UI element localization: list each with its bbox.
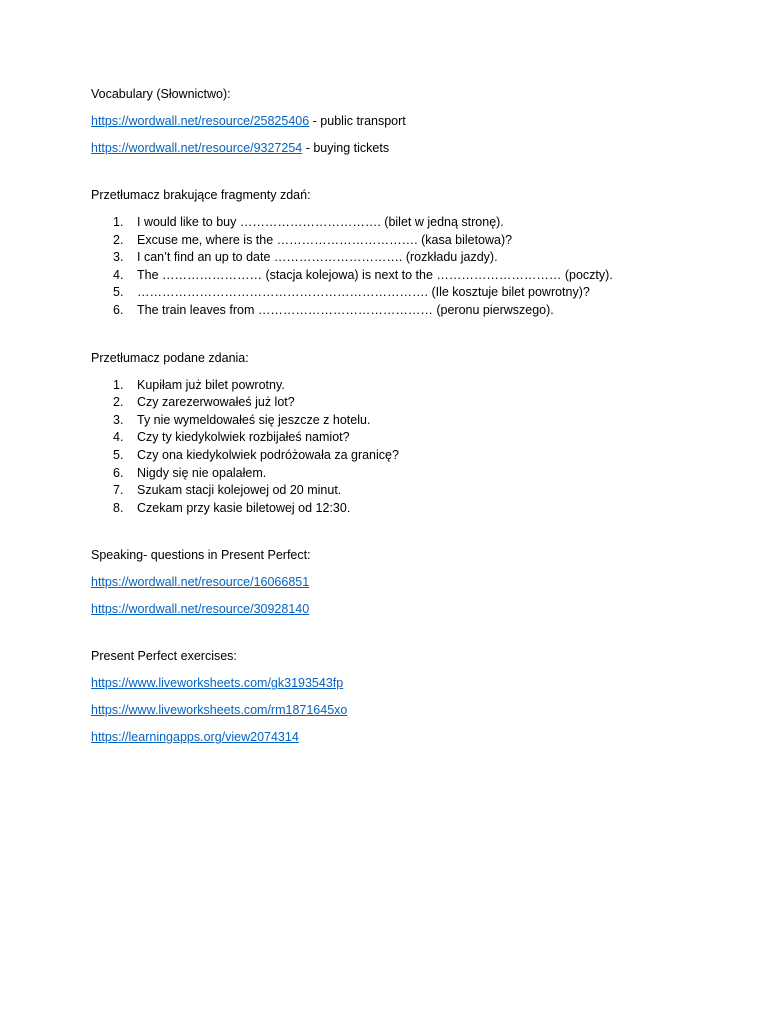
list-item — [91, 429, 711, 447]
list-item-text: Czekam przy kasie biletowej od 12:30. — [137, 500, 351, 515]
list-item — [91, 394, 711, 412]
exercises-link-row — [91, 729, 711, 746]
list-item — [91, 447, 711, 465]
list-item-text: I would like to buy ……………………………. (bilet w jedną stronę). — [137, 215, 504, 229]
list-number: 1. — [113, 377, 124, 392]
list-item — [91, 482, 711, 500]
list-item — [91, 500, 711, 518]
exercise-link[interactable]: https://learningapps.org/view2074314 — [91, 730, 299, 745]
speaking-link[interactable]: https://wordwall.net/resource/30928140 — [91, 602, 310, 617]
list-number: 2. — [113, 232, 124, 247]
translate-sentences-list — [91, 377, 711, 518]
translate-fragments-heading: Przetłumacz brakujące fragmenty zdań: — [91, 188, 311, 202]
list-item — [91, 214, 711, 232]
list-number: 3. — [113, 412, 124, 427]
document-page — [91, 86, 711, 756]
list-number: 1. — [113, 215, 124, 229]
exercises-heading: Present Perfect exercises: — [91, 649, 237, 664]
vocabulary-link-description: - public transport — [309, 114, 406, 128]
list-item — [91, 267, 711, 285]
spacer — [91, 628, 711, 648]
list-item-text: Czy zarezerwowałeś już lot? — [137, 395, 295, 410]
list-number: 6. — [113, 302, 124, 317]
list-number: 4. — [113, 430, 124, 445]
exercise-link[interactable]: https://www.liveworksheets.com/rm1871645xo — [91, 703, 348, 718]
list-item-text: Czy ona kiedykolwiek podróżowała za granicę? — [137, 447, 399, 462]
spacer — [91, 167, 711, 187]
list-item-text: Kupiłam już bilet powrotny. — [137, 377, 285, 392]
list-item-text: Excuse me, where is the ……………………………. (kasa biletowa)? — [137, 232, 513, 247]
list-number: 7. — [113, 483, 124, 498]
vocabulary-link-public-transport[interactable]: https://wordwall.net/resource/25825406 — [91, 114, 310, 128]
list-item — [91, 284, 711, 302]
spacer — [91, 527, 711, 547]
list-number: 6. — [113, 465, 124, 480]
list-number: 3. — [113, 250, 124, 265]
list-item — [91, 232, 711, 250]
list-number: 5. — [113, 447, 124, 462]
list-item — [91, 465, 711, 483]
vocabulary-link-buying-tickets[interactable]: https://wordwall.net/resource/9327254 — [91, 141, 303, 155]
list-item — [91, 412, 711, 430]
vocabulary-link-row — [91, 140, 711, 157]
translate-sentences-heading: Przetłumacz podane zdania: — [91, 350, 249, 365]
list-item-text: Ty nie wymeldowałeś się jeszcze z hotelu. — [137, 412, 371, 427]
list-item-text: Czy ty kiedykolwiek rozbijałeś namiot? — [137, 430, 350, 445]
list-item-text: The …………………… (stacja kolejowa) is next to the ………………………… (poczty). — [137, 267, 613, 282]
list-item-text: The train leaves from …………………………………… (peronu pierwszego). — [137, 302, 554, 317]
list-number: 5. — [113, 285, 124, 300]
list-item-text: ……………………………………………………………. (Ile kosztuje bilet powrotny)? — [137, 285, 590, 300]
list-number: 2. — [113, 395, 124, 410]
speaking-link-row — [91, 574, 711, 591]
exercises-link-row — [91, 702, 711, 719]
exercises-link-row — [91, 675, 711, 692]
list-number: 4. — [113, 267, 124, 282]
speaking-link-row — [91, 601, 711, 618]
list-item — [91, 249, 711, 267]
translate-fragments-list — [91, 214, 711, 320]
speaking-link[interactable]: https://wordwall.net/resource/16066851 — [91, 575, 310, 590]
vocabulary-heading: Vocabulary (Słownictwo): — [91, 87, 231, 101]
speaking-heading: Speaking- questions in Present Perfect: — [91, 548, 311, 563]
vocabulary-link-row — [91, 113, 711, 130]
list-item-text: Szukam stacji kolejowej od 20 minut. — [137, 483, 342, 498]
list-item-text: I can’t find an up to date …………………………. (rozkładu jazdy). — [137, 250, 498, 265]
list-item — [91, 302, 711, 320]
spacer — [91, 330, 711, 350]
exercise-link[interactable]: https://www.liveworksheets.com/gk3193543fp — [91, 676, 344, 691]
vocabulary-link-description: - buying tickets — [302, 141, 390, 155]
list-item — [91, 377, 711, 395]
list-number: 8. — [113, 500, 124, 515]
list-item-text: Nigdy się nie opalałem. — [137, 465, 267, 480]
